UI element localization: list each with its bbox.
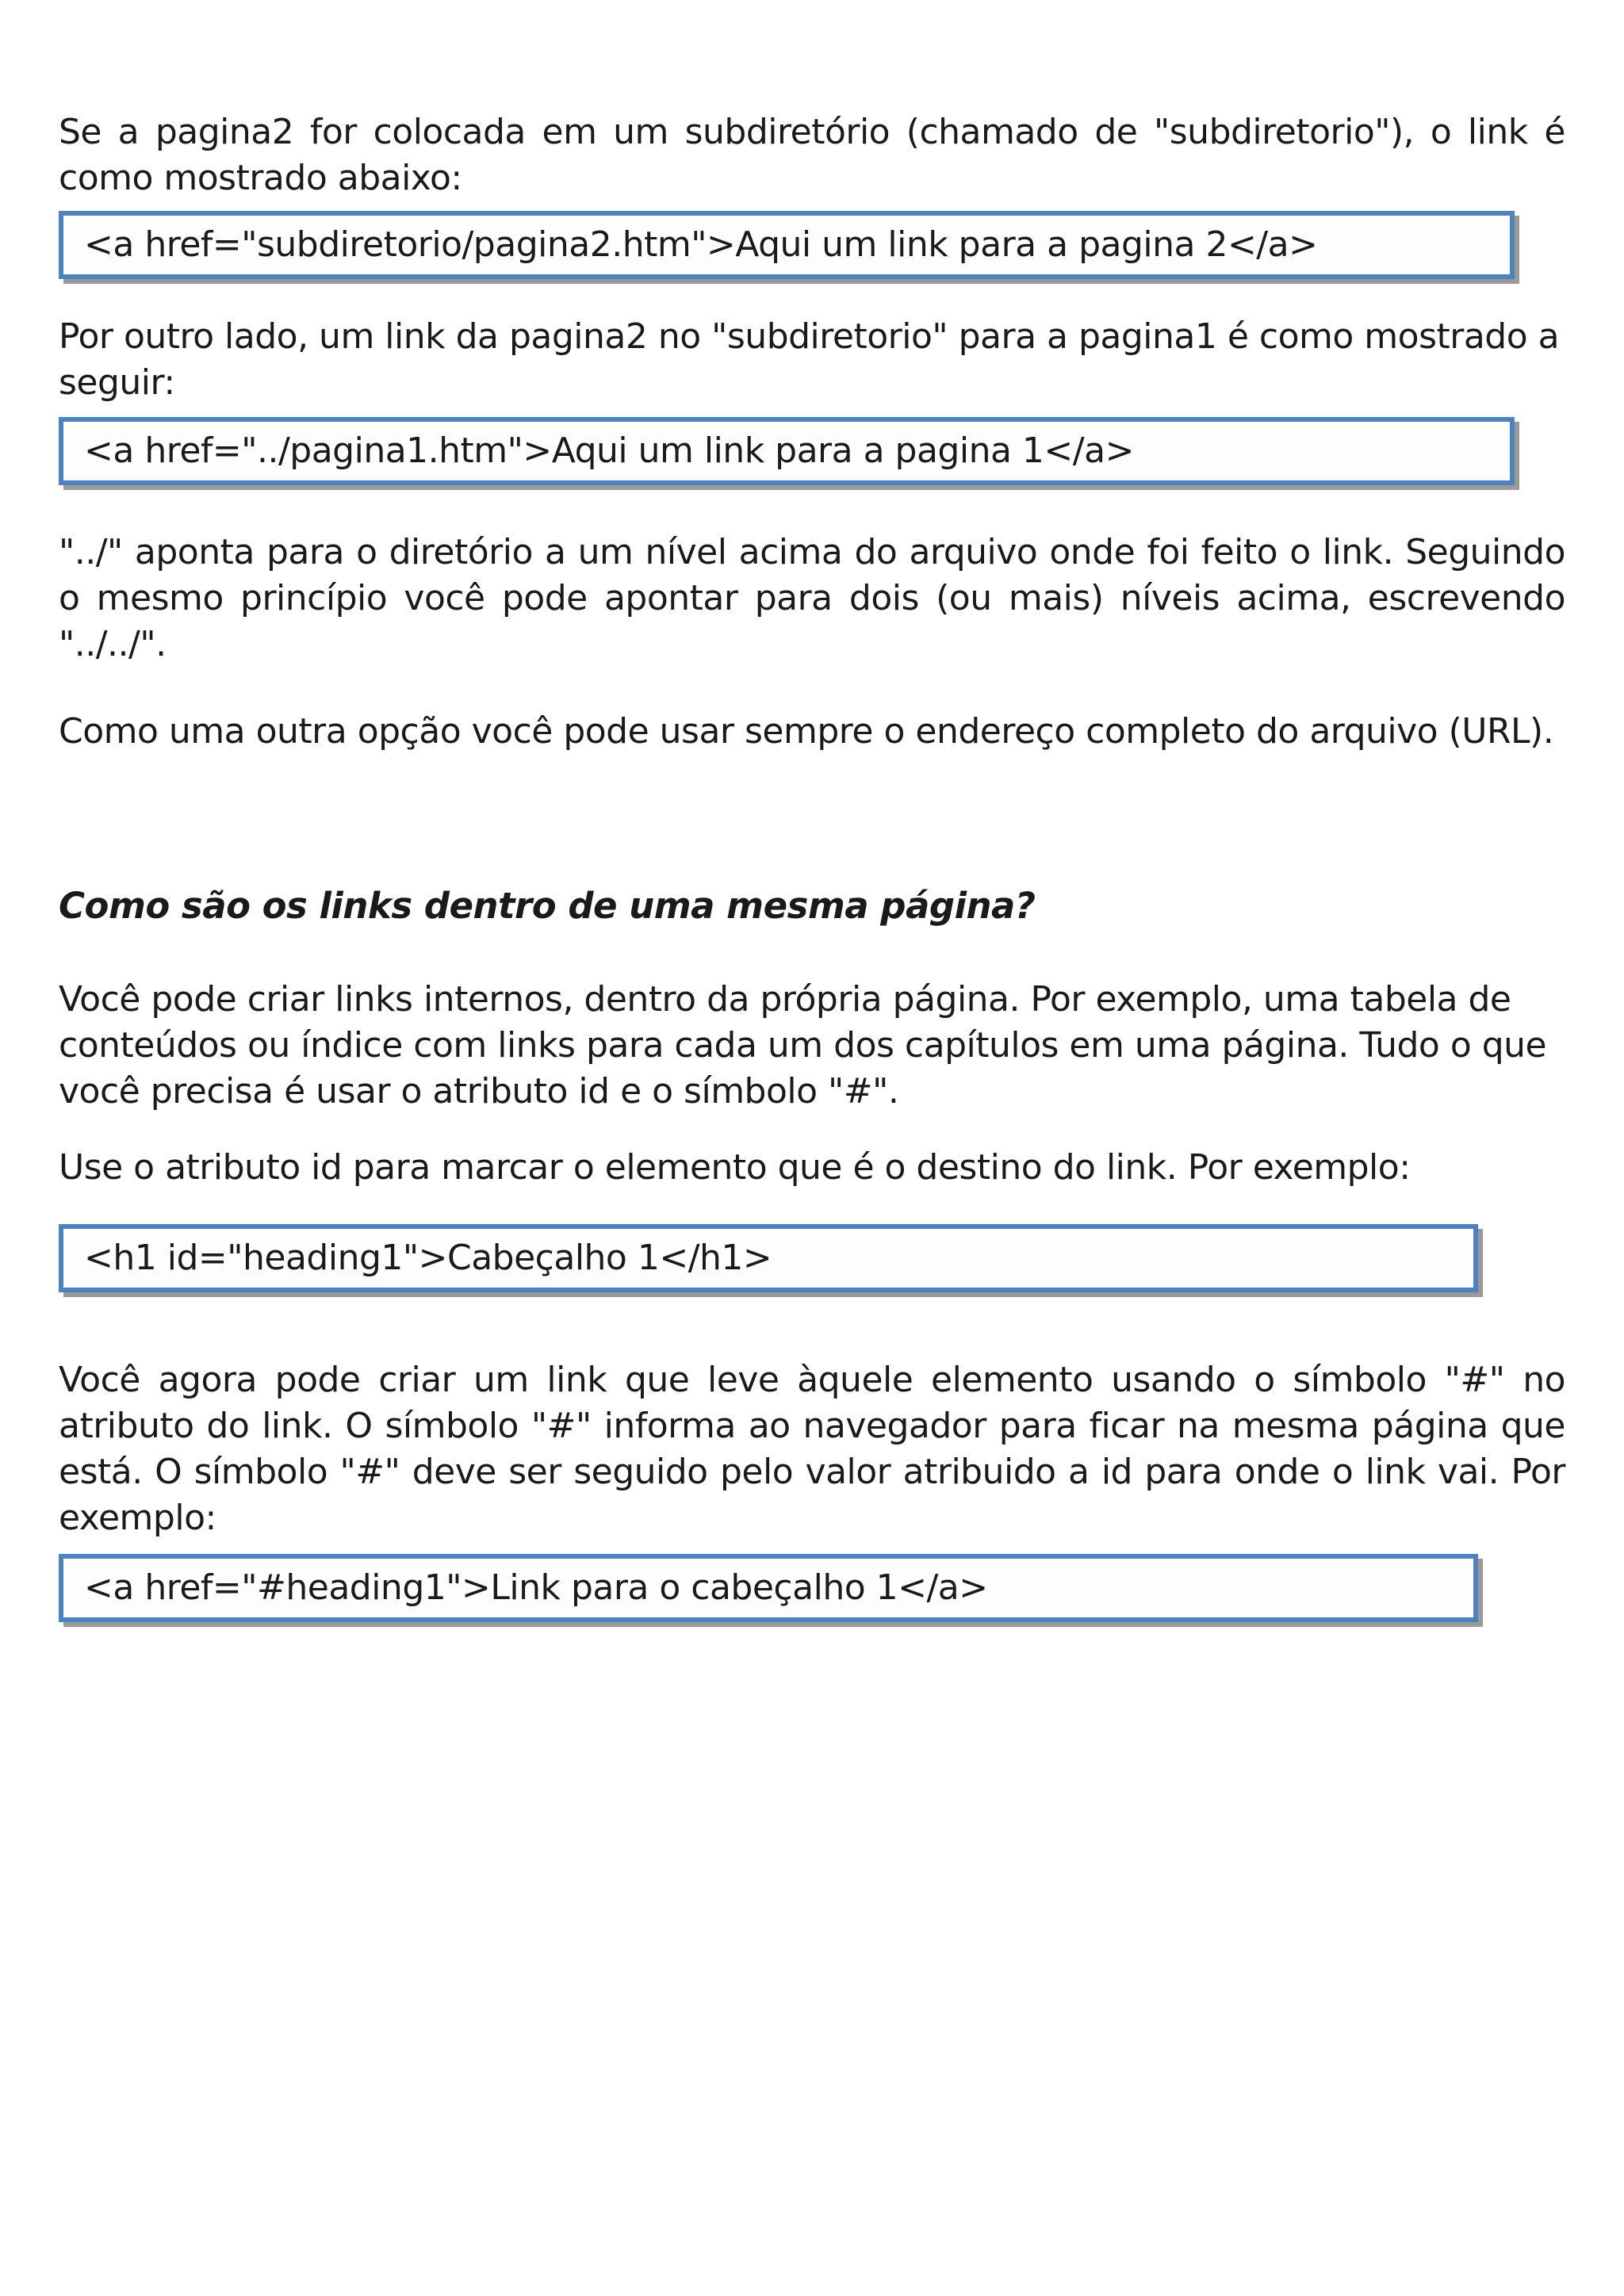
paragraph-internal-links-intro: Você pode criar links internos, dentro da própria página. Por exemplo, uma tabela de conteúdos ou índice com links para cada um dos capítulos em uma página. Tudo o que você precisa é usar o atributo id e o símbolo "#". (59, 979, 1547, 1112)
code-box-heading-id: <h1 id="heading1">Cabeçalho 1</h1> (59, 1224, 1478, 1292)
paragraph-id-attribute: Use o atributo id para marcar o elemento que é o destino do link. Por exemplo: (59, 1147, 1411, 1188)
paragraph-hash-symbol-explanation: Você agora pode criar um link que leve àquele elemento usando o símbolo "#" no atributo do link. O símbolo "#" informa ao navegador para ficar na mesma página que está. O símbolo "#" deve ser seguido pelo valor atribuido a id para onde o link vai. Por exemplo: (59, 1360, 1565, 1538)
paragraph-full-url-option: Como uma outra opção você pode usar sempre o endereço completo do arquivo (URL). (59, 711, 1554, 752)
paragraph-parent-link-intro: Por outro lado, um link da pagina2 no "subdiretorio" para a pagina1 é como mostrado a seguir: (59, 316, 1560, 403)
section-heading-internal-links: Como são os links dentro de uma mesma página? (59, 885, 1036, 927)
code-box-parent-link: <a href="../pagina1.htm">Aqui um link para a pagina 1</a> (59, 417, 1515, 485)
code-box-subdirectory-link: <a href="subdiretorio/pagina2.htm">Aqui um link para a pagina 2</a> (59, 211, 1515, 279)
code-box-hash-link: <a href="#heading1">Link para o cabeçalho 1</a> (59, 1554, 1478, 1622)
paragraph-parent-directory-explanation: "../" aponta para o diretório a um nível acima do arquivo onde foi feito o link. Seguindo o mesmo princípio você pode apontar para dois (ou mais) níveis acima, escrevendo "../../". (59, 532, 1565, 664)
paragraph-subdirectory-intro: Se a pagina2 for colocada em um subdiretório (chamado de "subdiretorio"), o link é como mostrado abaixo: (59, 112, 1565, 198)
document-page (59, 101, 1565, 1622)
